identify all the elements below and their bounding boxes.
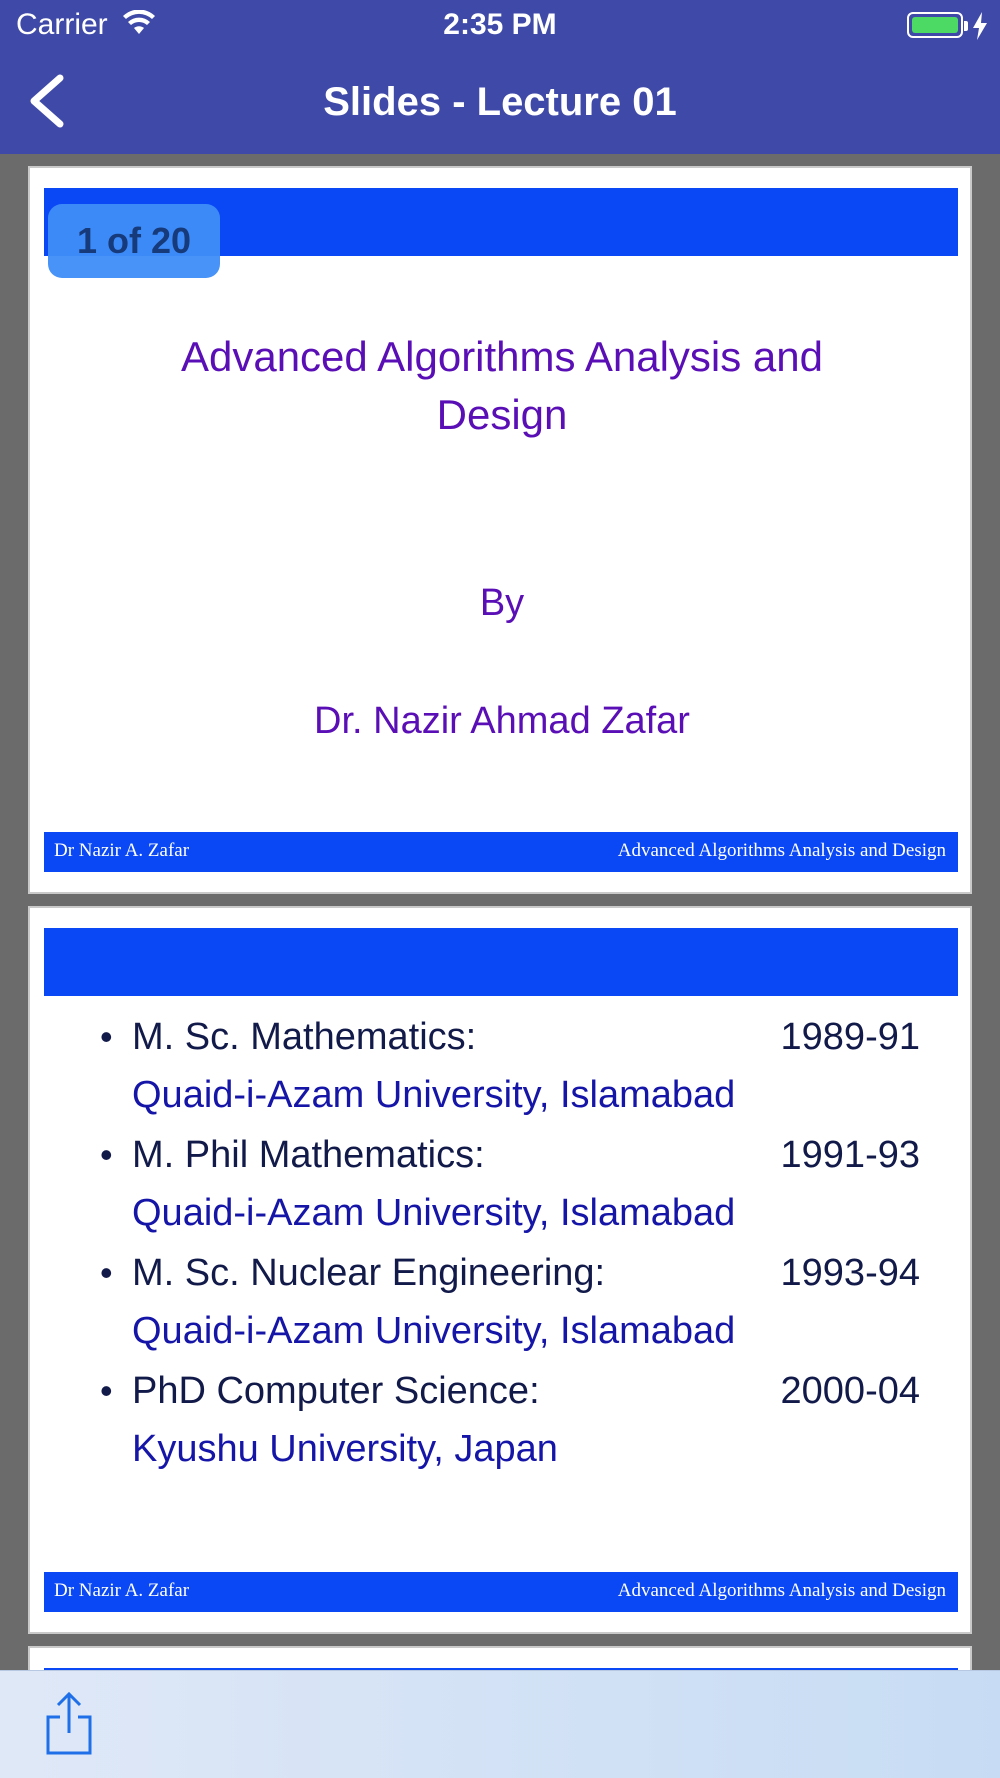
slide-by-label: By: [479, 582, 525, 624]
page-title: Slides - Lecture 01: [323, 80, 677, 124]
university-label: Quaid-i-Azam University, Islamabad: [132, 1074, 736, 1116]
footer-author: Dr Nazir A. Zafar: [54, 1580, 190, 1601]
slide-author: Dr. Nazir Ahmad Zafar: [314, 700, 690, 742]
slide-footer-bar: [44, 1572, 958, 1612]
status-time: 2:35 PM: [443, 8, 557, 41]
slide-header-bar: [44, 928, 958, 996]
share-icon[interactable]: [44, 1691, 94, 1757]
degree-years: 1993-94: [780, 1252, 920, 1294]
list-item: [100, 1134, 920, 1252]
bottom-toolbar: [0, 1670, 1000, 1778]
list-item: [100, 1370, 920, 1488]
degree-label: PhD Computer Science:: [132, 1370, 540, 1412]
navigation-bar: [0, 50, 1000, 154]
university-label: Quaid-i-Azam University, Islamabad: [132, 1310, 736, 1352]
footer-course: Advanced Algorithms Analysis and Design: [617, 840, 946, 861]
slides-scroll-view[interactable]: [0, 154, 1000, 1670]
page-indicator-badge: 1 of 20: [48, 204, 220, 278]
slide-footer-bar: [44, 832, 958, 872]
slide-title: Advanced Algorithms Analysis and Design: [180, 333, 824, 438]
slide-3: [28, 1646, 972, 1670]
degree-label: M. Phil Mathematics:: [132, 1134, 485, 1176]
education-list: [100, 1016, 920, 1488]
degree-label: M. Sc. Mathematics:: [132, 1016, 477, 1058]
bullet: •: [100, 1370, 113, 1411]
carrier-label: Carrier: [16, 8, 108, 41]
university-label: Quaid-i-Azam University, Islamabad: [132, 1192, 736, 1234]
university-label: Kyushu University, Japan: [132, 1428, 558, 1470]
slide-2: [28, 906, 972, 1634]
charging-icon: [971, 12, 989, 40]
degree-label: M. Sc. Nuclear Engineering:: [132, 1252, 606, 1294]
top-bar: [0, 0, 1000, 154]
degree-years: 1989-91: [780, 1016, 920, 1058]
footer-author: Dr Nazir A. Zafar: [54, 840, 190, 861]
battery-icon: [907, 12, 963, 38]
degree-years: 2000-04: [780, 1370, 920, 1412]
list-item: [100, 1252, 920, 1370]
bullet: •: [100, 1016, 113, 1057]
footer-course: Advanced Algorithms Analysis and Design: [617, 1580, 946, 1601]
degree-years: 1991-93: [780, 1134, 920, 1176]
status-bar: [0, 0, 1000, 50]
bullet: •: [100, 1252, 113, 1293]
list-item: [100, 1016, 920, 1134]
bullet: •: [100, 1134, 113, 1175]
